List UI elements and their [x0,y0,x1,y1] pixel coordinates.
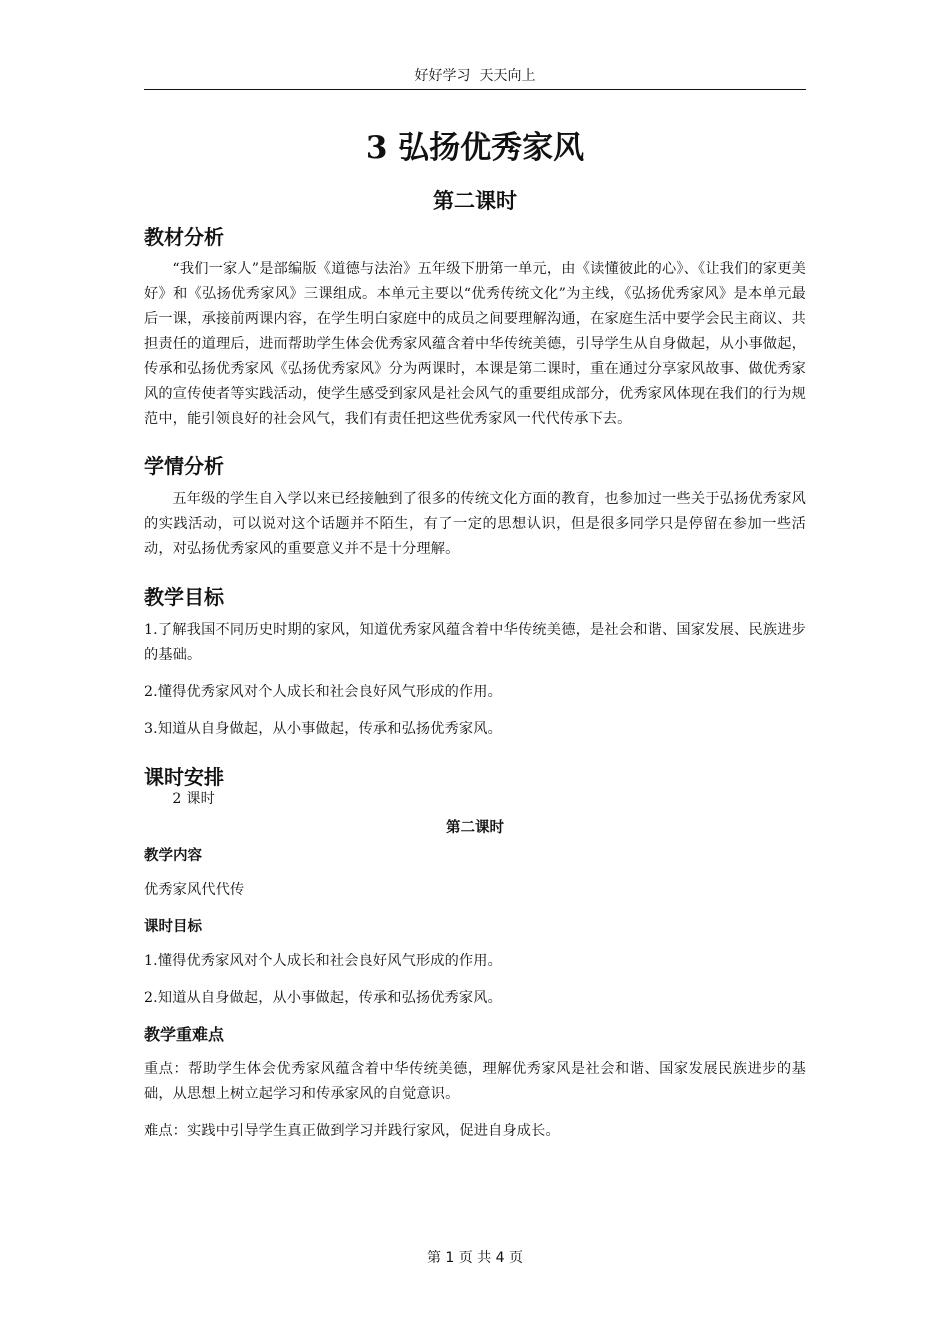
section-heading-schedule: 课时安排 [144,765,224,789]
keypoint-difficulty: 难点：实践中引导学生真正做到学习并践行家风，促进自身成长。 [144,1123,560,1139]
keypoint-focus: 重点：帮助学生体会优秀家风蕴含着中华传统美德，理解优秀家风是社会和谐、国家发展民族进步的基础，从思想上树立起学习和传承家风的自觉意识。 [144,1061,806,1102]
textbook-analysis-paragraph: “我们一家人”是部编版《道德与法治》五年级下册第一单元，由《读懂彼此的心》、《让我们的家更美好》和《弘扬优秀家风》三课组成。本单元主要以“优秀传统文化”为主线，《弘扬优秀家风》是本单元最后一课，承接前两课内容，在学生明白家庭中的成员之间要理解沟通，在家庭生活中要学会民主商议、共担责任的道理后，进而帮助学生体会优秀家风蕴含着中华传统美德，引导学生从自身做起，从小事做起，传承和弘扬优秀家风《弘扬优秀家风》分为两课时，本课是第二课时，重在通过分享家风故事、做优秀家风的宣传使者等实践活动，使学生感受到家风是社会风气的重要组成部分，优秀家风体现在我们的行为规范中，能引领良好的社会风气，我们有责任把这些优秀家风一代代传承下去。 [144,261,806,427]
section-heading-keypoints: 教学重难点 [144,1025,225,1044]
section-heading-lesson-goals: 课时目标 [144,919,202,935]
document-body [144,126,806,1144]
page-number: 第 1 页 共 4 页 [426,1250,524,1266]
section-heading-students: 学情分析 [144,454,224,478]
page-footer [144,1248,806,1268]
students-analysis-paragraph: 五年级的学生自入学以来已经接触到了很多的传统文化方面的教育，也参加过一些关于弘扬优秀家风的实践活动，可以说对这个话题并不陌生，有了一定的思想认识，但是很多同学只是停留在参加一些活动，对弘扬优秀家风的重要意义并不是十分理解。 [144,491,806,557]
section-heading-textbook: 教材分析 [144,225,224,249]
schedule-value: 2 课时 [172,791,215,807]
lesson-goal-item: 2.知道从自身做起，从小事做起，传承和弘扬优秀家风。 [144,990,502,1006]
header-text: 好好学习 天天向上 [414,68,536,84]
document-subtitle: 第二课时 [433,189,517,213]
section-heading-content: 教学内容 [144,848,202,864]
page-header [144,66,806,90]
goal-item: 2.懂得优秀家风对个人成长和社会良好风气形成的作用。 [144,684,502,700]
content-body: 优秀家风代代传 [144,882,245,898]
goal-item: 3.知道从自身做起，从小事做起，传承和弘扬优秀家风。 [144,721,502,737]
lesson-heading: 第二课时 [446,820,504,836]
goal-item: 1.了解我国不同历史时期的家风，知道优秀家风蕴含着中华传统美德，是社会和谐、国家发展、民族进步的基础。 [144,622,806,663]
lesson-goal-item: 1.懂得优秀家风对个人成长和社会良好风气形成的作用。 [144,953,502,969]
document-title: 3 弘扬优秀家风 [365,130,585,166]
section-heading-goals: 教学目标 [144,585,224,609]
